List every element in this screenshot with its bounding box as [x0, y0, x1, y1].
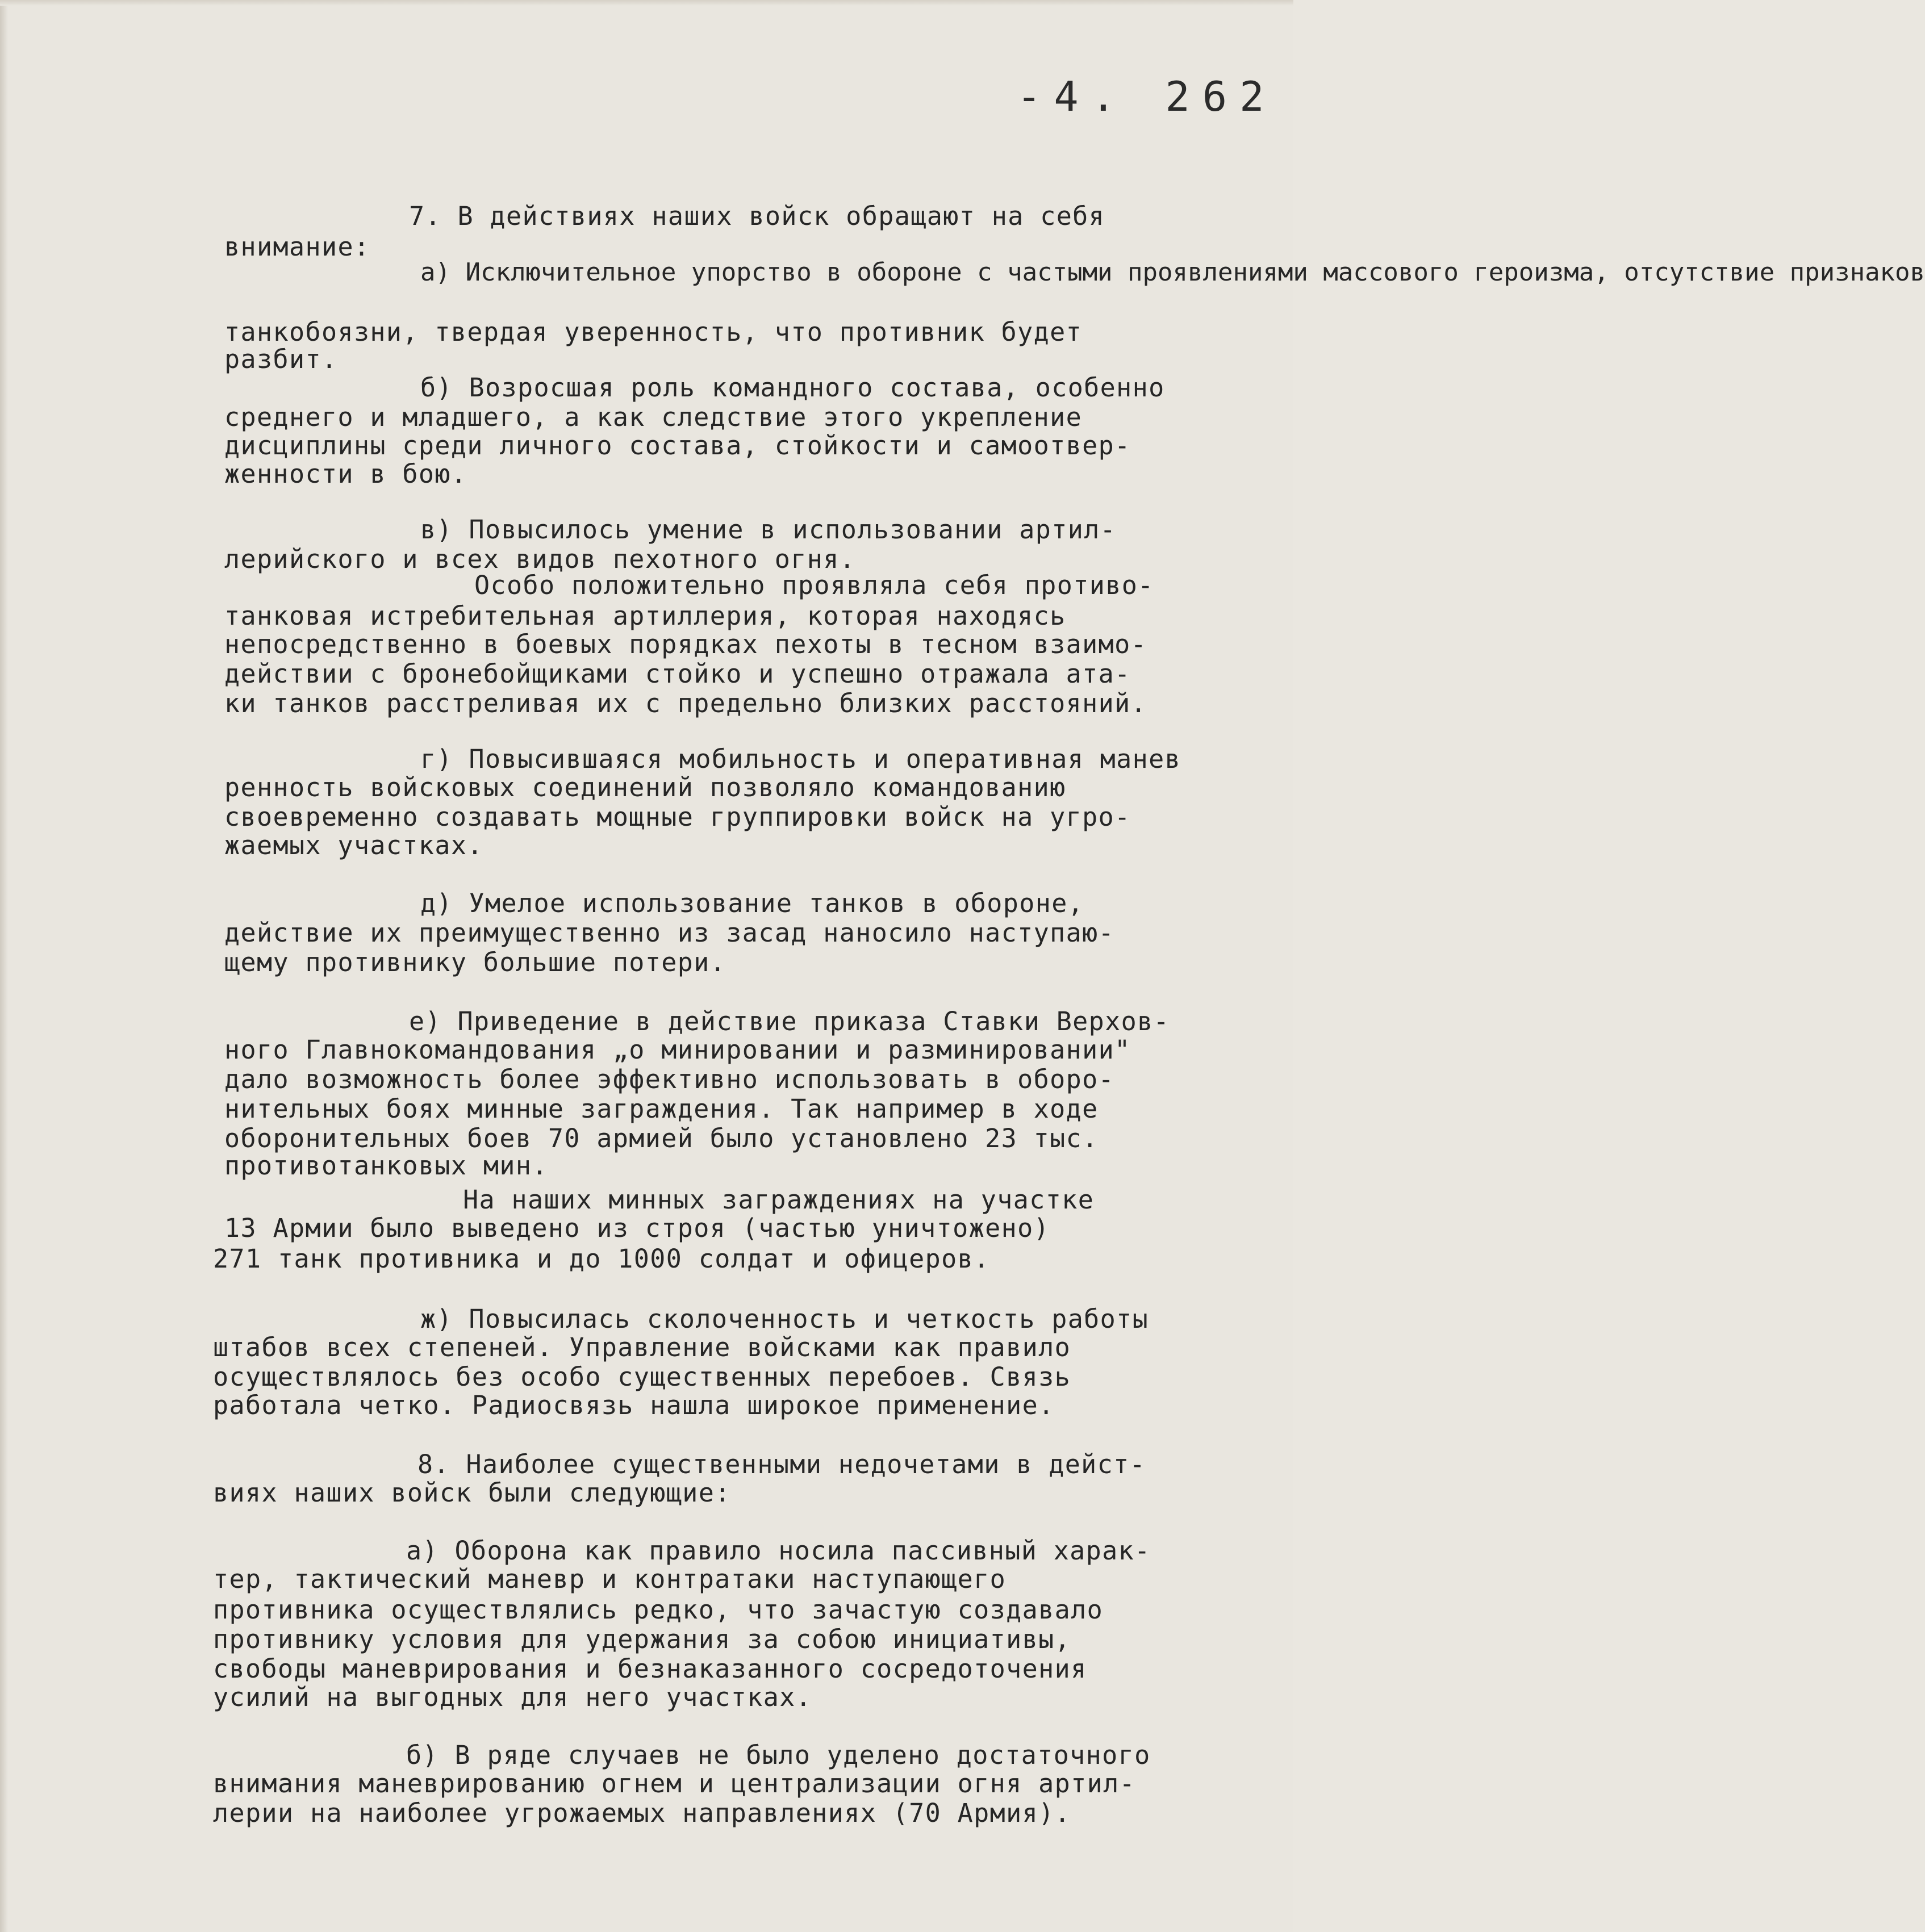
- text-line: работала четко. Радиосвязь нашла широкое применение.: [213, 1390, 1055, 1420]
- text-line: танковая истребительная артиллерия, которая находясь: [224, 601, 1066, 631]
- text-line: тер, тактический маневр и контратаки наступающего: [213, 1564, 1007, 1594]
- text-line: противника осуществлялись редко, что зачастую создавало: [213, 1595, 1104, 1625]
- text-line: внимания маневрированию огнем и централизации огня артил-: [213, 1768, 1136, 1799]
- text-line: осуществлялось без особо существенных перебоев. Связь: [213, 1362, 1071, 1392]
- text-line: г) Повысившаяся мобильность и оперативная манев: [420, 744, 1181, 774]
- text-line: внимание:: [224, 232, 370, 262]
- text-line: действие их преимущественно из засад наносило наступаю-: [224, 918, 1115, 948]
- text-line: жаемых участках.: [224, 830, 483, 860]
- paper-left-edge: [0, 0, 8, 1932]
- text-line: нительных боях минные заграждения. Так например в ходе: [224, 1094, 1099, 1124]
- text-line: противнику условия для удержания за собою инициативы,: [213, 1624, 1071, 1654]
- text-line: в) Повысилось умение в использовании артил-: [420, 515, 1117, 545]
- text-line: штабов всех степеней. Управление войсками как правило: [213, 1332, 1071, 1362]
- text-line: а) Оборона как правило носила пассивный харак-: [406, 1536, 1151, 1566]
- text-line: танкобоязни, твердая уверенность, что противник будет: [224, 317, 1083, 347]
- text-line: лерии на наиболее угрожаемых направлениях (70 Армия).: [213, 1798, 1071, 1828]
- page-number: -4. 262: [1017, 73, 1277, 120]
- text-line: своевременно создавать мощные группировки войск на угро-: [224, 802, 1131, 832]
- text-line: свободы маневрирования и безнаказанного сосредоточения: [213, 1654, 1087, 1684]
- text-line: ного Главнокомандования „о минировании и разминировании": [224, 1035, 1131, 1065]
- text-line: лерийского и всех видов пехотного огня.: [224, 544, 856, 574]
- text-line: б) В ряде случаев не было уделено достаточного: [406, 1740, 1151, 1770]
- text-line: женности в бою.: [224, 459, 467, 489]
- text-line: виях наших войск были следующие:: [213, 1478, 731, 1508]
- text-line: действии с бронебойщиками стойко и успешно отражала ата-: [224, 659, 1131, 689]
- text-line: ж) Повысилась сколоченность и четкость работы: [420, 1304, 1149, 1334]
- text-line: щему противнику большие потери.: [224, 947, 726, 977]
- text-line: непосредственно в боевых порядках пехоты в тесном взаимо-: [224, 629, 1147, 659]
- text-line: е) Приведение в действие приказа Ставки Верхов-: [409, 1006, 1170, 1036]
- text-line: ренность войсковых соединений позволяло командованию: [224, 772, 1066, 802]
- text-line: 271 танк противника и до 1000 солдат и офицеров.: [213, 1244, 990, 1274]
- text-line: усилий на выгодных для него участках.: [213, 1682, 812, 1712]
- text-line: 7. В действиях наших войск обращают на себя: [409, 201, 1105, 231]
- text-line: д) Умелое использование танков в обороне,: [420, 888, 1084, 918]
- text-line: дисциплины среди личного состава, стойкости и самоотвер-: [224, 430, 1131, 461]
- text-line: противотанковых мин.: [224, 1151, 548, 1181]
- text-line: б) Возросшая роль командного состава, особенно: [420, 373, 1165, 403]
- text-line: дало возможность более эффективно использовать в оборо-: [224, 1064, 1115, 1094]
- text-line: 8. Наиболее существенными недочетами в дейст-: [417, 1449, 1146, 1479]
- text-line: 13 Армии было выведено из строя (частью уничтожено): [224, 1213, 1050, 1243]
- text-line: Особо положительно проявляла себя противо-: [474, 570, 1154, 600]
- paper-top-edge: [0, 0, 1293, 6]
- text-line: а) Исключительное упорство в обороне с частыми проявлениями массового героизма, отсутствие признаков: [420, 258, 1925, 287]
- text-line: разбит.: [224, 344, 338, 374]
- text-line: ки танков расстреливая их с предельно близких расстояний.: [224, 688, 1147, 718]
- text-line: На наших минных заграждениях на участке: [463, 1185, 1095, 1215]
- text-line: среднего и младшего, а как следствие этого укрепление: [224, 402, 1083, 432]
- text-line: оборонительных боев 70 армией было установлено 23 тыс.: [224, 1123, 1099, 1153]
